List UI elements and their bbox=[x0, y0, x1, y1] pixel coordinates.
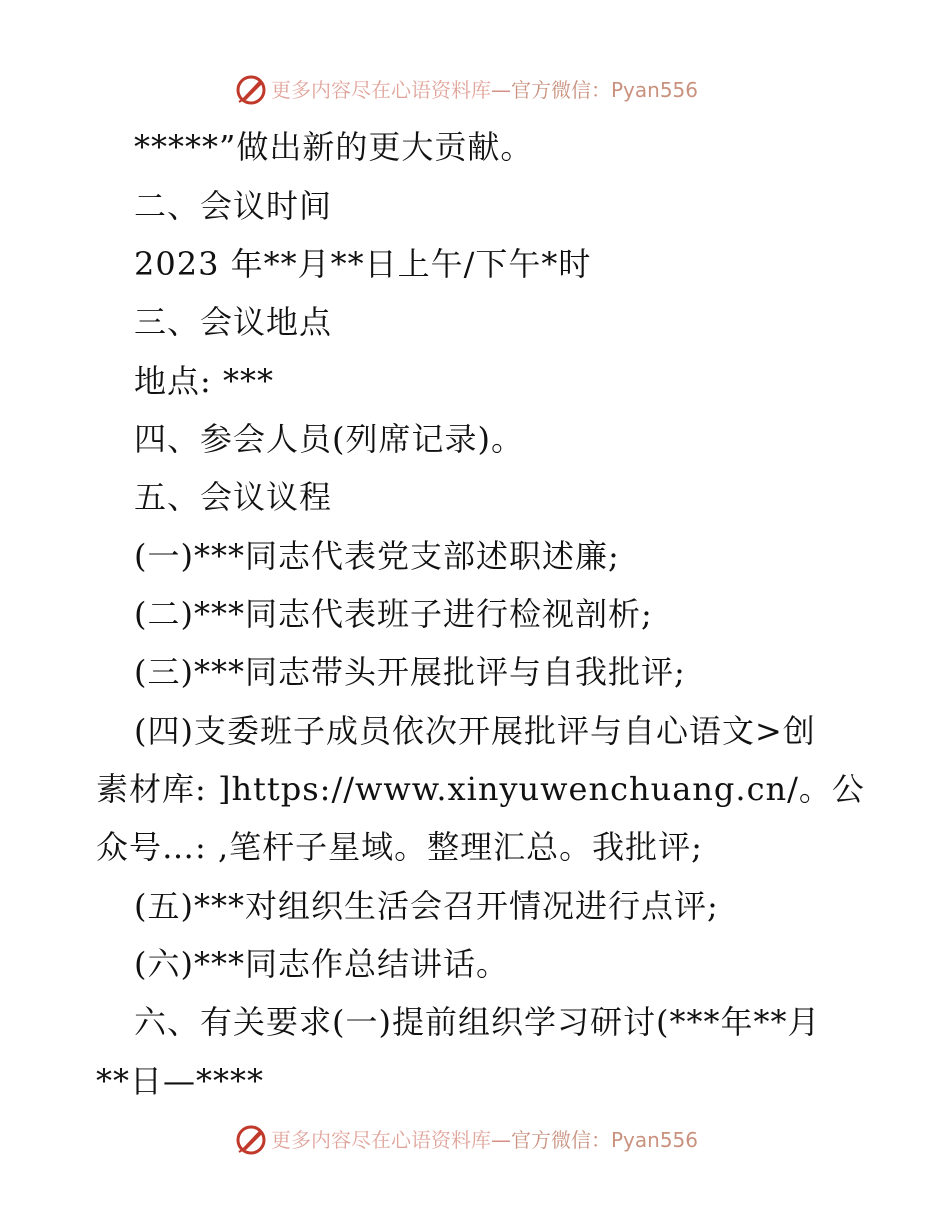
agenda-item: (六)***同志作总结讲话。 bbox=[134, 945, 509, 983]
watermark-main: 更多内容尽在心语资料库 bbox=[271, 78, 491, 102]
section-heading: 五、会议议程 bbox=[134, 478, 333, 516]
agenda-item-continued: 众号…: ,笔杆子星域。整理汇总。我批评; bbox=[96, 828, 703, 866]
section-heading: 四、参会人员(列席记录)。 bbox=[134, 420, 524, 458]
agenda-item: (五)***对组织生活会召开情况进行点评; bbox=[134, 887, 719, 925]
section-heading: 二、会议时间 bbox=[134, 187, 333, 225]
agenda-item: (四)支委班子成员依次开展批评与自心语文>创 bbox=[134, 712, 816, 750]
section-heading: 三、会议地点 bbox=[134, 303, 333, 341]
text-line: 2023 年**月**日上午/下午*时 bbox=[134, 245, 592, 283]
text-line: *****”做出新的更大贡献。 bbox=[134, 128, 534, 166]
watermark-dash: — bbox=[491, 1128, 511, 1152]
watermark-dash: — bbox=[491, 78, 511, 102]
watermark-banner-bottom bbox=[0, 1118, 950, 1162]
watermark-contact: 官方微信：Pyan556 bbox=[511, 1128, 699, 1152]
agenda-item: (三)***同志带头开展批评与自我批评; bbox=[134, 653, 686, 691]
text-line: **日—**** bbox=[96, 1062, 265, 1100]
watermark-main: 更多内容尽在心语资料库 bbox=[271, 1128, 491, 1152]
agenda-item-continued: 素材库: ]https://www.xinyuwenchuang.cn/。公 bbox=[96, 770, 865, 808]
watermark-banner-top bbox=[0, 68, 950, 112]
quill-logo-icon bbox=[233, 1122, 269, 1158]
quill-logo-icon bbox=[233, 72, 269, 108]
agenda-item: (一)***同志代表党支部述职述廉; bbox=[134, 537, 620, 575]
watermark-contact: 官方微信：Pyan556 bbox=[511, 78, 699, 102]
watermark-text bbox=[271, 77, 698, 103]
text-line: 地点: *** bbox=[134, 362, 274, 400]
section-heading: 六、有关要求(一)提前组织学习研讨(***年**月 bbox=[134, 1003, 821, 1041]
agenda-item: (二)***同志代表班子进行检视剖析; bbox=[134, 595, 653, 633]
watermark-text bbox=[271, 1127, 698, 1153]
